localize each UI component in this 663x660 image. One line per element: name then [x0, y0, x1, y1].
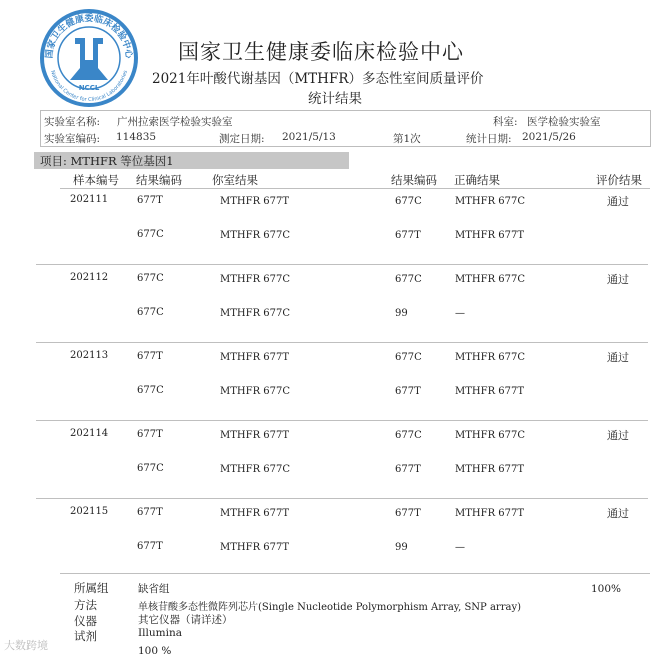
- cell-your-result: MTHFR 677T: [220, 508, 290, 519]
- cell-code1: 677T: [137, 195, 163, 206]
- cell-code1: 677C: [137, 307, 164, 318]
- cell-your-result: MTHFR 677T: [220, 196, 290, 207]
- cell-code2: 677T: [395, 230, 421, 241]
- group-label: 所属组: [74, 581, 109, 595]
- cell-eval: 通过: [607, 351, 629, 364]
- test-date: 2021/5/13: [282, 131, 336, 143]
- cell-sample: 202114: [70, 428, 109, 439]
- cell-sample: 202113: [70, 350, 109, 361]
- header-divider: [60, 188, 650, 189]
- cell-correct: MTHFR 677C: [455, 274, 526, 285]
- header-sample: 样本编号: [73, 173, 119, 187]
- cell-your-result: MTHFR 677C: [220, 464, 291, 475]
- row-divider: [36, 498, 648, 499]
- cell-your-result: MTHFR 677T: [220, 542, 290, 553]
- header-title: 国家卫生健康委临床检验中心: [178, 40, 464, 64]
- cell-sample: 202112: [70, 272, 109, 283]
- header-correct: 正确结果: [454, 173, 500, 187]
- cell-eval: 通过: [607, 195, 629, 208]
- cell-code1: 677T: [137, 541, 163, 552]
- cell-your-result: MTHFR 677C: [220, 386, 291, 397]
- cell-code2: 677T: [395, 464, 421, 475]
- header-code1: 结果编码: [136, 173, 182, 187]
- lab-code-label: 实验室编码:: [44, 133, 101, 145]
- cell-code1: 677T: [137, 351, 163, 362]
- score: 100%: [591, 583, 622, 595]
- cell-correct: MTHFR 677C: [455, 430, 526, 441]
- svg-text:国家卫生健康委临床检验中心: [43, 12, 136, 60]
- method-value: 单核苷酸多态性微阵列芯片(Single Nucleotide Polymorphism Array, SNP array): [138, 602, 522, 613]
- logo-letters: NCCL: [78, 84, 100, 92]
- test-date-label: 测定日期:: [219, 133, 265, 145]
- cell-your-result: MTHFR 677C: [220, 230, 291, 241]
- cell-code2: 677C: [395, 274, 422, 285]
- dept-label: 科室:: [493, 116, 518, 128]
- cell-correct: —: [455, 308, 465, 319]
- cell-correct: MTHFR 677C: [455, 196, 526, 207]
- cell-code2: 99: [395, 542, 408, 553]
- cell-eval: 通过: [607, 429, 629, 442]
- row-divider: [36, 420, 648, 421]
- cell-correct: MTHFR 677T: [455, 230, 525, 241]
- logo-ring-text-en: National Center for Clinical Laboratories: [49, 69, 129, 104]
- cell-sample: 202111: [70, 194, 109, 205]
- round: 第1次: [393, 133, 421, 145]
- lab-name-label: 实验室名称:: [44, 116, 101, 128]
- reagent-label: 试剂: [74, 629, 97, 643]
- cell-correct: MTHFR 677T: [455, 386, 525, 397]
- cell-correct: MTHFR 677T: [455, 508, 525, 519]
- stat-date: 2021/5/26: [522, 131, 576, 143]
- item-title: 项目: MTHFR 等位基因1: [40, 154, 174, 168]
- cell-your-result: MTHFR 677C: [220, 308, 291, 319]
- header-eval: 评价结果: [596, 173, 642, 187]
- lab-code: 114835: [116, 131, 157, 143]
- cell-sample: 202115: [70, 506, 109, 517]
- reagent-value: Illumina: [138, 627, 182, 639]
- cell-code2: 677C: [395, 430, 422, 441]
- cell-code1: 677C: [137, 273, 164, 284]
- bottom-divider: [60, 573, 650, 574]
- row-divider: [36, 264, 648, 265]
- cell-code2: 99: [395, 308, 408, 319]
- cell-eval: 通过: [607, 507, 629, 520]
- cell-correct: MTHFR 677T: [455, 464, 525, 475]
- instrument-label: 仪器: [74, 614, 97, 628]
- stat-date-label: 统计日期:: [466, 133, 512, 145]
- cell-code1: 677C: [137, 229, 164, 240]
- instrument-value: 其它仪器（请详述）: [138, 614, 233, 626]
- nccl-logo: [38, 8, 140, 108]
- cell-correct: MTHFR 677C: [455, 352, 526, 363]
- cell-code1: 677T: [137, 507, 163, 518]
- cell-code1: 677T: [137, 429, 163, 440]
- cell-correct: —: [455, 542, 465, 553]
- method-label: 方法: [74, 598, 97, 612]
- logo-ring-text: 国家卫生健康委临床检验中心: [44, 14, 134, 59]
- pass-rate: 100 %: [138, 645, 172, 657]
- header-your-result: 你室结果: [212, 173, 258, 187]
- header-subtitle: 2021年叶酸代谢基因（MTHFR）多态性室间质量评价: [152, 71, 484, 87]
- cell-eval: 通过: [607, 273, 629, 286]
- group-value: 缺省组: [138, 583, 170, 595]
- cell-code2: 677C: [395, 352, 422, 363]
- cell-code2: 677C: [395, 196, 422, 207]
- dept-value: 医学检验实验室: [527, 116, 601, 128]
- lab-name: 广州拉索医学检验实验室: [117, 116, 233, 128]
- cell-your-result: MTHFR 677T: [220, 430, 290, 441]
- cell-your-result: MTHFR 677C: [220, 274, 291, 285]
- cell-code1: 677C: [137, 385, 164, 396]
- cell-code1: 677C: [137, 463, 164, 474]
- cell-code2: 677T: [395, 508, 421, 519]
- watermark: 大数跨境: [4, 639, 48, 652]
- row-divider: [36, 342, 648, 343]
- result-title: 统计结果: [308, 91, 362, 107]
- header-code2: 结果编码: [391, 173, 437, 187]
- cell-code2: 677T: [395, 386, 421, 397]
- cell-your-result: MTHFR 677T: [220, 352, 290, 363]
